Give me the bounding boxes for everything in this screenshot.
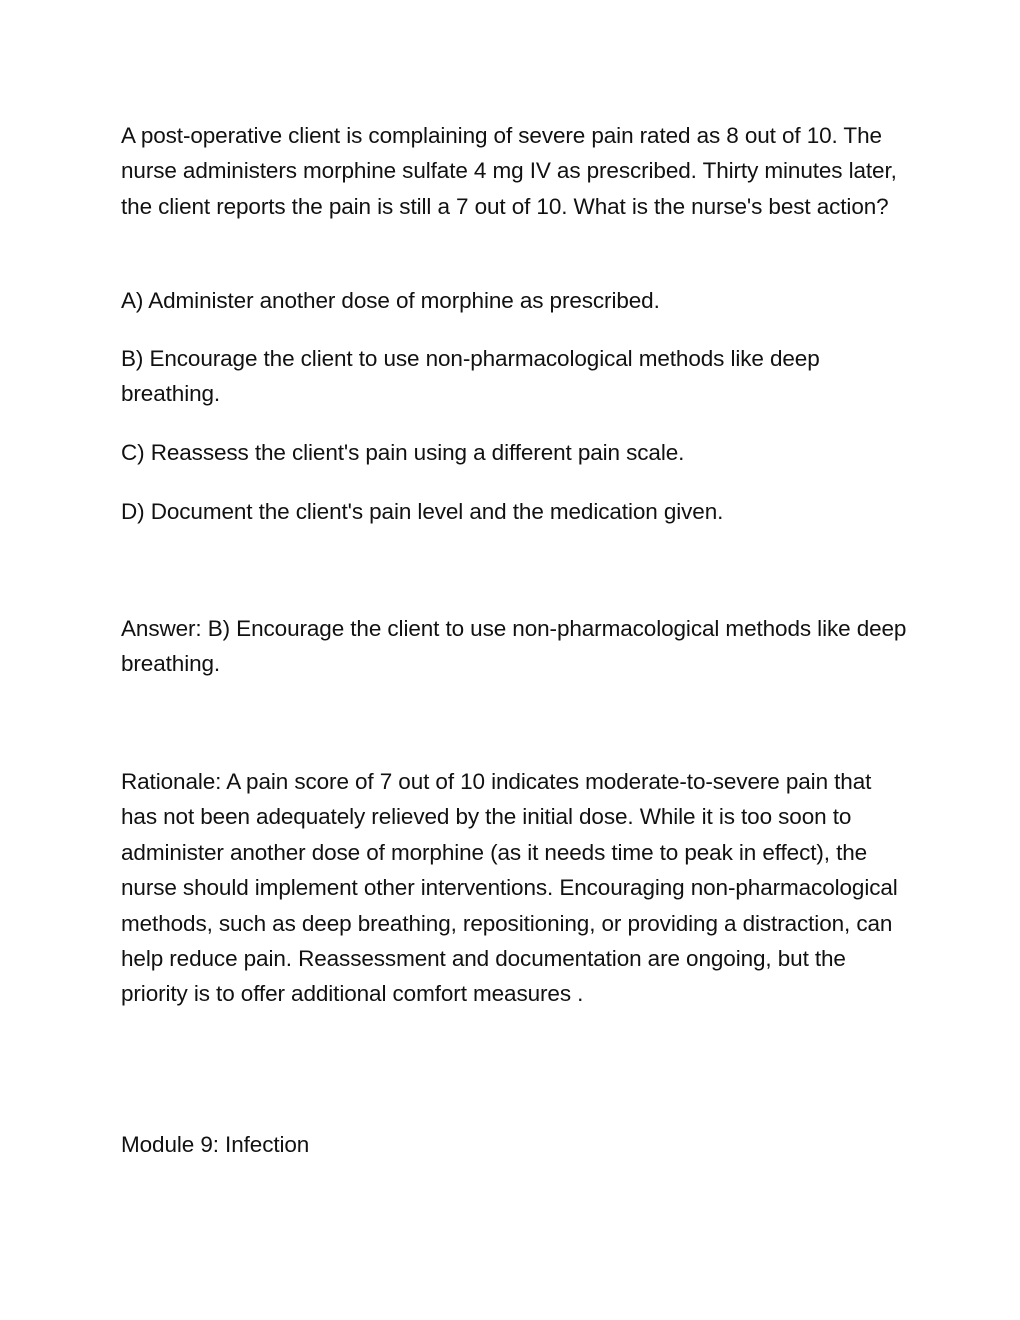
option-c: C) Reassess the client's pain using a different pain scale. — [121, 440, 685, 465]
option-a: A) Administer another dose of morphine as prescribed. — [121, 288, 660, 313]
rationale-text: Rationale: A pain score of 7 out of 10 indicates moderate-to-severe pain that has not been adequately relieved by the initial dose. While it is too soon to administer another dose of morphine (as it needs time to peak in effect), the nurse should implement other interventions. Encouraging non-pharmacological methods, such as deep breathing, repositioning, or providing a distraction, can help reduce pain. Reassessment and documentation are ongoing, but the priority is to offer additional comfort measures . — [121, 769, 898, 1007]
question-text: A post-operative client is complaining of severe pain rated as 8 out of 10. The nurse administers morphine sulfate 4 mg IV as prescribed. Thirty minutes later, the client reports the pain is still a 7 out of 10. What is the nurse's best action? — [121, 123, 897, 219]
option-b: B) Encourage the client to use non-pharmacological methods like deep breathing. — [121, 346, 820, 407]
option-d: D) Document the client's pain level and the medication given. — [121, 499, 724, 524]
answer-text: Answer: B) Encourage the client to use non-pharmacological methods like deep breathing. — [121, 616, 907, 677]
module-heading: Module 9: Infection — [121, 1132, 310, 1157]
